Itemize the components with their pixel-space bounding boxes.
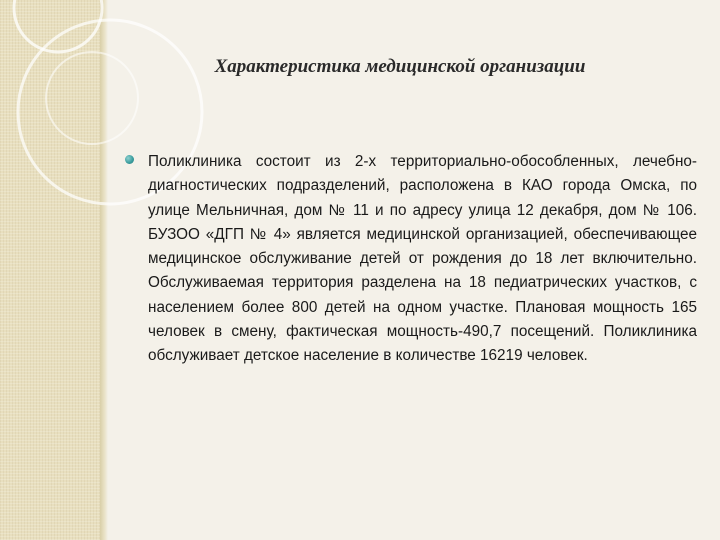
bullet-icon (125, 155, 134, 164)
strip-edge-shadow (100, 0, 108, 540)
bullet-item (125, 150, 697, 369)
bullet-text: Поликлиника состоит из 2-х территориально-обособленных, лечебно-диагностических подразделений, расположена в КАО города Омска, по улице Мельничная, дом № 11 и по адресу улица 12 декабря, дом № 106. БУЗОО «ДГП № 4» является медицинской организацией, обеспечивающее медицинское обслуживание детей от рождения до 18 лет включительно. Обслуживаемая территория разделена на 18 педиатрических участков, с населением более 800 детей на одном участке. Плановая мощность 165 человек в смену, фактическая мощность-490,7 посещений. Поликлиника обслуживает детское население в количестве 16219 человек. (148, 153, 697, 365)
slide-title: Характеристика медицинской организации (214, 56, 586, 77)
decorative-side-strip (0, 0, 100, 540)
